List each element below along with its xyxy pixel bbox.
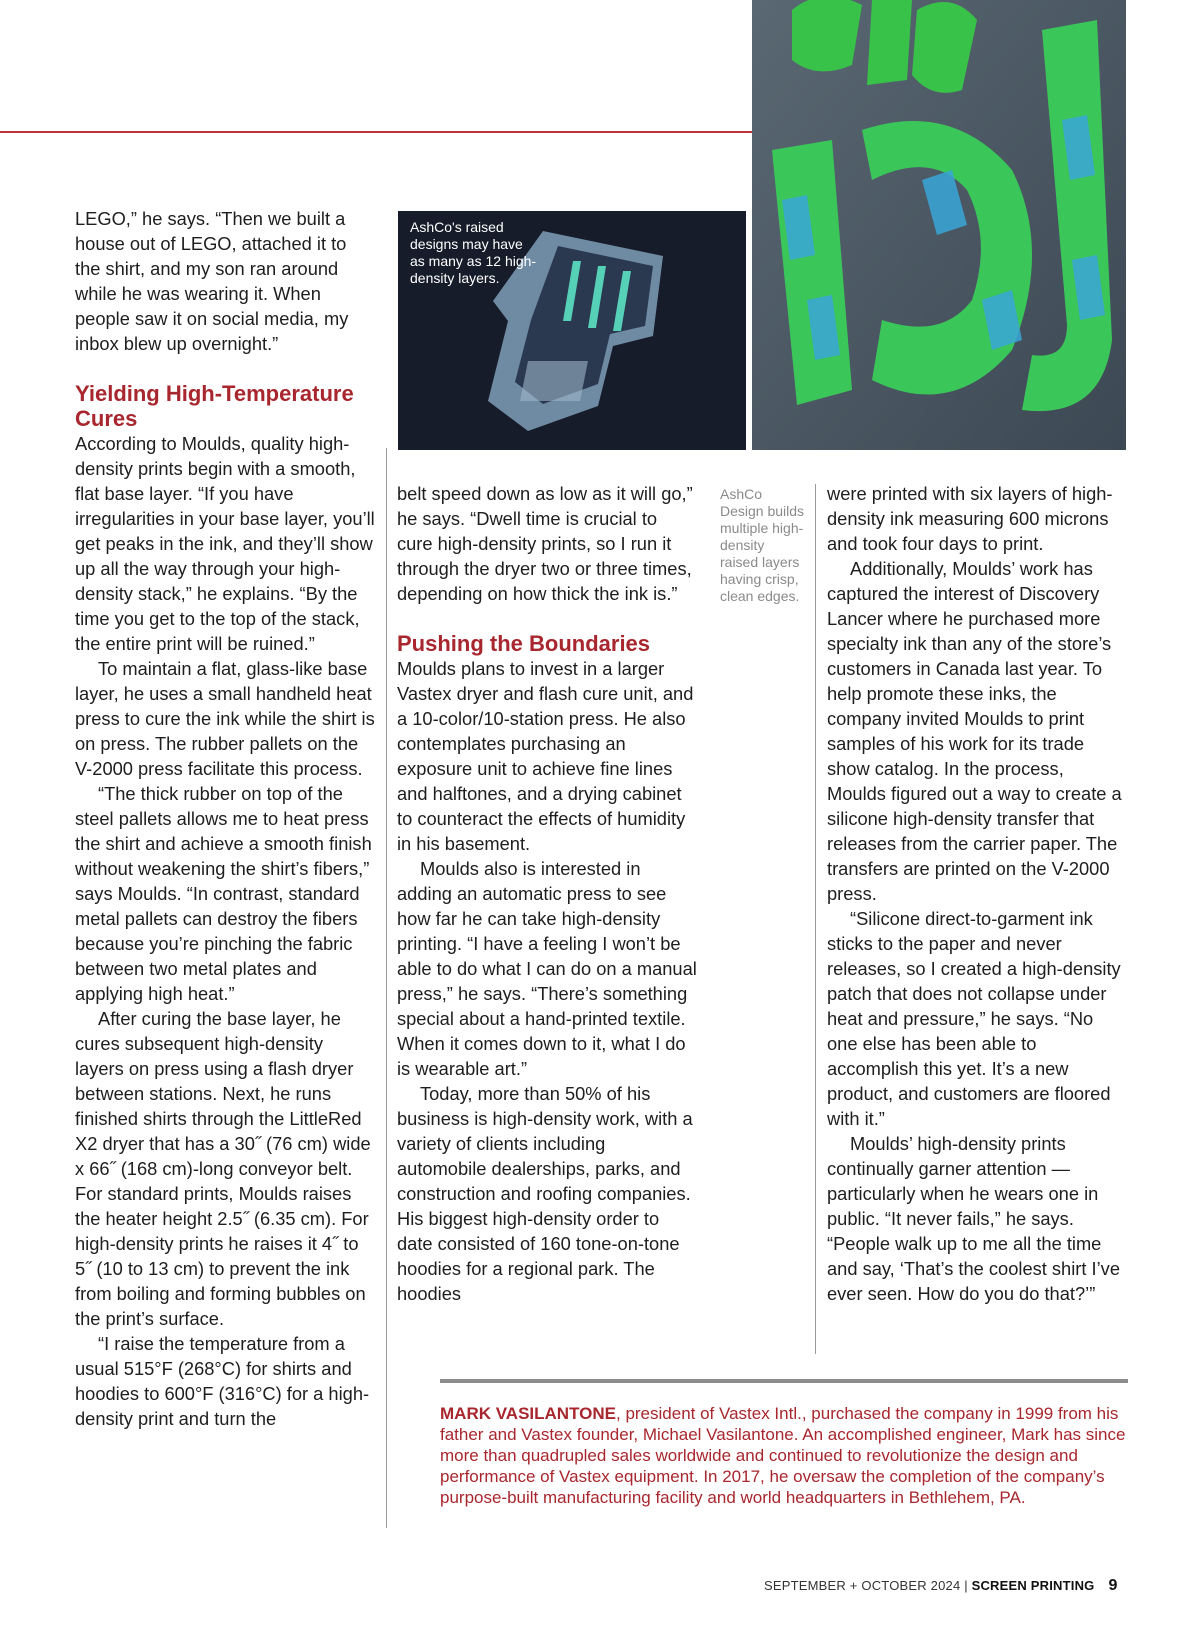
paragraph: Moulds plans to invest in a larger Vastex dryer and flash cure unit, and a 10-color/10-station press. He also contemplates purchasing an exposure unit to achieve fine lines and halftones, and a drying cabinet to counteract the effects of humidity in his basement. bbox=[397, 658, 694, 854]
issue-date: SEPTEMBER + OCTOBER 2024 | bbox=[764, 1578, 972, 1593]
paragraph: After curing the base layer, he cures subsequent high-density layers on press using a flash dryer between stations. Next, he runs finished shirts through the LittleRed X2 dryer that has a 30˝ (76 cm) wide x 66˝ (168 cm)-long conveyor belt. For standard prints, Moulds raises the heater height 2.5˝ (6.35 cm). For high-density prints he raises it 4˝ to 5˝ (10 to 13 cm) to prevent the ink from boiling and forming bubbles on the print’s surface. bbox=[75, 1008, 371, 1329]
paragraph: Moulds’ high-density prints continually garner attention — particularly when he wears one in public. “It never fails,” he says. “People walk up to me all the time and say, ‘That’s the coolest shirt I’ve ever seen. How do you do that?’” bbox=[827, 1133, 1120, 1304]
page-footer bbox=[764, 1577, 1124, 1595]
raised-ink-photo bbox=[752, 0, 1126, 450]
paragraph: According to Moulds, quality high-density prints begin with a smooth, flat base layer. “If you have irregularities in your base layer, you’ll get peaks in the ink, and they’ll show up all the way through your high-density stack,” he explains. “By the time you get to the top of the stack, the entire print will be ruined.” bbox=[75, 433, 375, 654]
column-1 bbox=[75, 206, 375, 1431]
paragraph: LEGO,” he says. “Then we built a house out of LEGO, attached it to the shirt, and my son ran around while he was wearing it. When people saw it on social media, my inbox blew up overnight.” bbox=[75, 208, 349, 354]
paragraph: “Silicone direct-to-garment ink sticks to the paper and never releases, so I created a high-density patch that does not collapse under heat and pressure,” he says. “No one else has been able to accomplish this yet. It’s a new product, and customers are floored with it.” bbox=[827, 908, 1121, 1129]
author-name: MARK VASILANTONE bbox=[440, 1404, 616, 1423]
side-caption: AshCo Design builds multiple high-density raised layers having crisp, clean edges. bbox=[720, 486, 805, 604]
column-divider bbox=[386, 448, 387, 1528]
paragraph: Moulds also is interested in adding an automatic press to see how far he can take high-density printing. “I have a feeling I won’t be able to do what I can do on a manual press,” he says. “There’s something special about a hand-printed textile. When it comes down to it, what I do is wearable art.” bbox=[397, 858, 697, 1079]
section-heading: Yielding High-Temperature Cures bbox=[75, 381, 354, 431]
paragraph: were printed with six layers of high-density ink measuring 600 microns and took four days to print. bbox=[827, 483, 1113, 554]
top-red-rule bbox=[0, 131, 752, 133]
column-3 bbox=[827, 481, 1127, 1306]
bio-rule bbox=[440, 1379, 1128, 1383]
page-number: 9 bbox=[1108, 1577, 1118, 1594]
column-divider bbox=[815, 484, 816, 1354]
raised-ink-photo-art bbox=[752, 0, 1126, 450]
paragraph: Additionally, Moulds’ work has captured the interest of Discovery Lancer where he purchased more specialty ink than any of the store’s customers in Canada last year. To help promote these inks, the company invited Moulds to print samples of his work for its trade show catalog. In the process, Moulds figured out a way to create a silicone high-density transfer that releases from the carrier paper. The transfers are printed on the V-2000 press. bbox=[827, 558, 1122, 904]
author-bio-text: , president of Vastex Intl., purchased the company in 1999 from his father and Vastex founder, Michael Vasilantone. An accomplished engineer, Mark has since more than quadrupled sales worldwide and continued to revolutionize the design and performance of Vastex equipment. In 2017, he oversaw the completion of the company’s purpose-built manufacturing facility and world headquarters in Bethlehem, PA. bbox=[440, 1404, 1126, 1507]
author-bio bbox=[440, 1403, 1130, 1508]
photo-caption: AshCo's raised designs may have as many as 12 high-density layers. bbox=[410, 219, 537, 286]
paragraph: Today, more than 50% of his business is high-density work, with a variety of clients including automobile dealerships, parks, and construction and roofing companies. His biggest high-density order to date consisted of 160 tone-on-tone hoodies for a regional park. The hoodies bbox=[397, 1083, 693, 1304]
column-2 bbox=[397, 481, 697, 1306]
magazine-name: SCREEN PRINTING bbox=[971, 1578, 1095, 1593]
paragraph: “The thick rubber on top of the steel pallets allows me to heat press the shirt and achieve a smooth finish without weakening the shirt’s fibers,” says Moulds. “In contrast, standard metal pallets can destroy the fibers because you’re pinching the fabric between two metal plates and applying high heat.” bbox=[75, 783, 372, 1004]
section-heading: Pushing the Boundaries bbox=[397, 631, 651, 656]
paragraph: To maintain a flat, glass-like base layer, he uses a small handheld heat press to cure the ink while the shirt is on press. The rubber pallets on the V-2000 press facilitate this process. bbox=[75, 658, 375, 779]
paragraph: “I raise the temperature from a usual 515°F (268°C) for shirts and hoodies to 600°F (316°C) for a high-density print and turn the bbox=[75, 1333, 370, 1429]
paragraph: belt speed down as low as it will go,” he says. “Dwell time is crucial to cure high-density prints, so I run it through the dryer two or three times, depending on how thick the ink is.” bbox=[397, 483, 693, 604]
